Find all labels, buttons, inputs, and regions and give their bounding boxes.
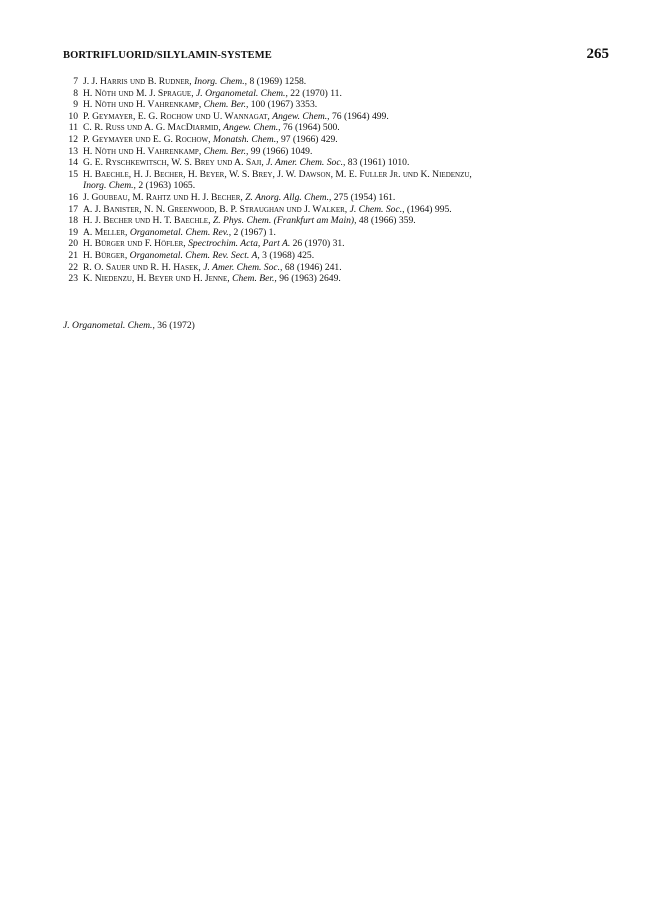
reference-citation: 96 (1963) 2649. [279, 273, 341, 285]
reference-journal: Z. Anorg. Allg. Chem., [245, 191, 332, 203]
reference-authors: H. Baechle, H. J. Becher, H. Beyer, W. S. Brey, J. W. Dawson, M. E. Fuller Jr. und K. Niedenzu, [83, 168, 472, 180]
reference-journal: Chem. Ber., [203, 99, 249, 111]
reference-item [63, 122, 615, 134]
running-title: BORTRIFLUORID/SILYLAMIN-SYSTEME [63, 50, 272, 61]
reference-text [83, 273, 615, 285]
reference-authors: K. Niedenzu, H. Beyer und H. Jenne, [83, 273, 230, 285]
reference-number: 8 [73, 87, 78, 99]
reference-text [83, 146, 615, 158]
reference-citation: 97 (1966) 429. [280, 133, 338, 145]
reference-item [63, 146, 615, 158]
reference-text [83, 238, 615, 250]
reference-number: 17 [68, 203, 78, 215]
reference-text [83, 88, 615, 100]
reference-journal: Inorg. Chem., [83, 180, 136, 192]
reference-citation: 48 (1966) 359. [358, 215, 416, 227]
reference-text [83, 76, 615, 88]
reference-journal: Z. Phys. Chem. (Frankfurt am Main), [212, 215, 357, 227]
reference-item [63, 157, 615, 169]
footer-volume: 36 (1972) [157, 320, 195, 331]
reference-number: 14 [68, 157, 78, 169]
reference-list [63, 76, 615, 285]
reference-authors: H. J. Becher und H. T. Baechle, [83, 215, 211, 227]
reference-item [63, 215, 615, 227]
reference-journal: Inorg. Chem., [194, 76, 248, 87]
reference-citation: 3 (1968) 425. [262, 249, 315, 261]
reference-journal: Spectrochim. Acta, Part A. [188, 238, 291, 250]
reference-text [83, 169, 615, 192]
reference-citation: 83 (1961) 1010. [347, 157, 410, 169]
reference-text [83, 122, 615, 134]
reference-authors: A. Meller, [83, 226, 128, 238]
reference-item [63, 134, 615, 146]
reference-authors: P. Geymayer, E. G. Rochow und U. Wannagat, [83, 110, 270, 122]
reference-item [63, 76, 615, 88]
reference-authors: H. Bürger und F. Höfler, [83, 238, 186, 250]
reference-text [83, 192, 615, 204]
reference-item [63, 192, 615, 204]
reference-authors: A. J. Banister, N. N. Greenwood, B. P. Straughan und J. Walker, [83, 203, 348, 215]
reference-text [83, 204, 615, 216]
reference-text [83, 134, 615, 146]
reference-item [63, 273, 615, 285]
reference-number: 10 [68, 110, 78, 122]
reference-journal: J. Chem. Soc., [349, 203, 405, 215]
reference-text [83, 157, 615, 169]
reference-text [83, 250, 615, 262]
reference-citation: 8 (1969) 1258. [249, 76, 307, 87]
reference-text [83, 227, 615, 239]
reference-authors: J. Goubeau, M. Rahtz und H. J. Becher, [83, 191, 243, 203]
reference-journal: Organometal. Chem. Rev., [129, 226, 232, 238]
reference-authors: H. Bürger, [83, 249, 128, 261]
reference-item [63, 88, 615, 100]
reference-journal: Monatsh. Chem., [212, 133, 279, 145]
reference-number: 20 [68, 238, 78, 250]
reference-journal: J. Organometal. Chem., [196, 87, 288, 99]
reference-citation: 76 (1964) 500. [282, 122, 340, 134]
page-header [63, 46, 609, 63]
reference-item [63, 262, 615, 274]
reference-authors: H. Nöth und H. Vahrenkamp, [83, 99, 202, 111]
reference-authors: R. O. Sauer und R. H. Hasek, [83, 261, 201, 273]
reference-number: 23 [68, 273, 78, 285]
reference-citation: 99 (1966) 1049. [250, 145, 313, 157]
reference-text [83, 215, 615, 227]
reference-item [63, 99, 615, 111]
reference-number: 12 [68, 133, 78, 145]
reference-authors: H. Nöth und H. Vahrenkamp, [83, 145, 202, 157]
reference-item [63, 227, 615, 239]
reference-number: 11 [68, 122, 78, 134]
reference-authors: J. J. Harris und B. Rudner, [83, 76, 192, 87]
reference-authors: C. R. Russ und A. G. MacDiarmid, [83, 122, 221, 134]
reference-number: 19 [68, 226, 78, 238]
reference-authors: P. Geymayer und E. G. Rochow, [83, 133, 211, 145]
reference-number: 18 [68, 215, 78, 227]
footer-journal: J. Organometal. Chem., [63, 320, 155, 331]
reference-authors: G. E. Ryschkewitsch, W. S. Brey und A. Saji, [83, 157, 264, 169]
reference-authors: H. Nöth und M. J. Sprague, [83, 87, 194, 99]
reference-number: 13 [68, 145, 78, 157]
reference-citation: 22 (1970) 11. [290, 87, 342, 99]
reference-journal: Angew. Chem., [223, 122, 281, 134]
reference-number: 16 [68, 191, 78, 203]
reference-item [63, 169, 615, 192]
reference-citation: 76 (1964) 499. [331, 110, 389, 122]
reference-journal: J. Amer. Chem. Soc., [266, 157, 346, 169]
reference-citation: 2 (1967) 1. [233, 226, 276, 238]
reference-number: 9 [73, 99, 78, 111]
reference-journal: J. Amer. Chem. Soc., [203, 261, 283, 273]
reference-item [63, 250, 615, 262]
reference-item [63, 204, 615, 216]
reference-citation: 68 (1946) 241. [284, 261, 342, 273]
reference-citation: 2 (1963) 1065. [138, 180, 196, 192]
reference-item [63, 111, 615, 123]
reference-number: 15 [68, 168, 78, 180]
reference-number: 22 [68, 261, 78, 273]
reference-journal: Chem. Ber., [203, 145, 249, 157]
reference-journal: Angew. Chem., [272, 110, 330, 122]
reference-citation: (1964) 995. [406, 203, 452, 215]
reference-journal: Chem. Ber., [232, 273, 277, 285]
reference-number: 7 [73, 76, 78, 87]
journal-footer [63, 320, 195, 331]
reference-citation: 26 (1970) 31. [292, 238, 345, 250]
reference-citation: 275 (1954) 161. [333, 191, 396, 203]
reference-citation: 100 (1967) 3353. [250, 99, 318, 111]
reference-item [63, 238, 615, 250]
reference-text [83, 111, 615, 123]
page-number: 265 [586, 46, 609, 62]
reference-number: 21 [68, 249, 78, 261]
reference-text [83, 262, 615, 274]
reference-journal: Organometal. Chem. Rev. Sect. A, [129, 249, 260, 261]
reference-text [83, 99, 615, 111]
